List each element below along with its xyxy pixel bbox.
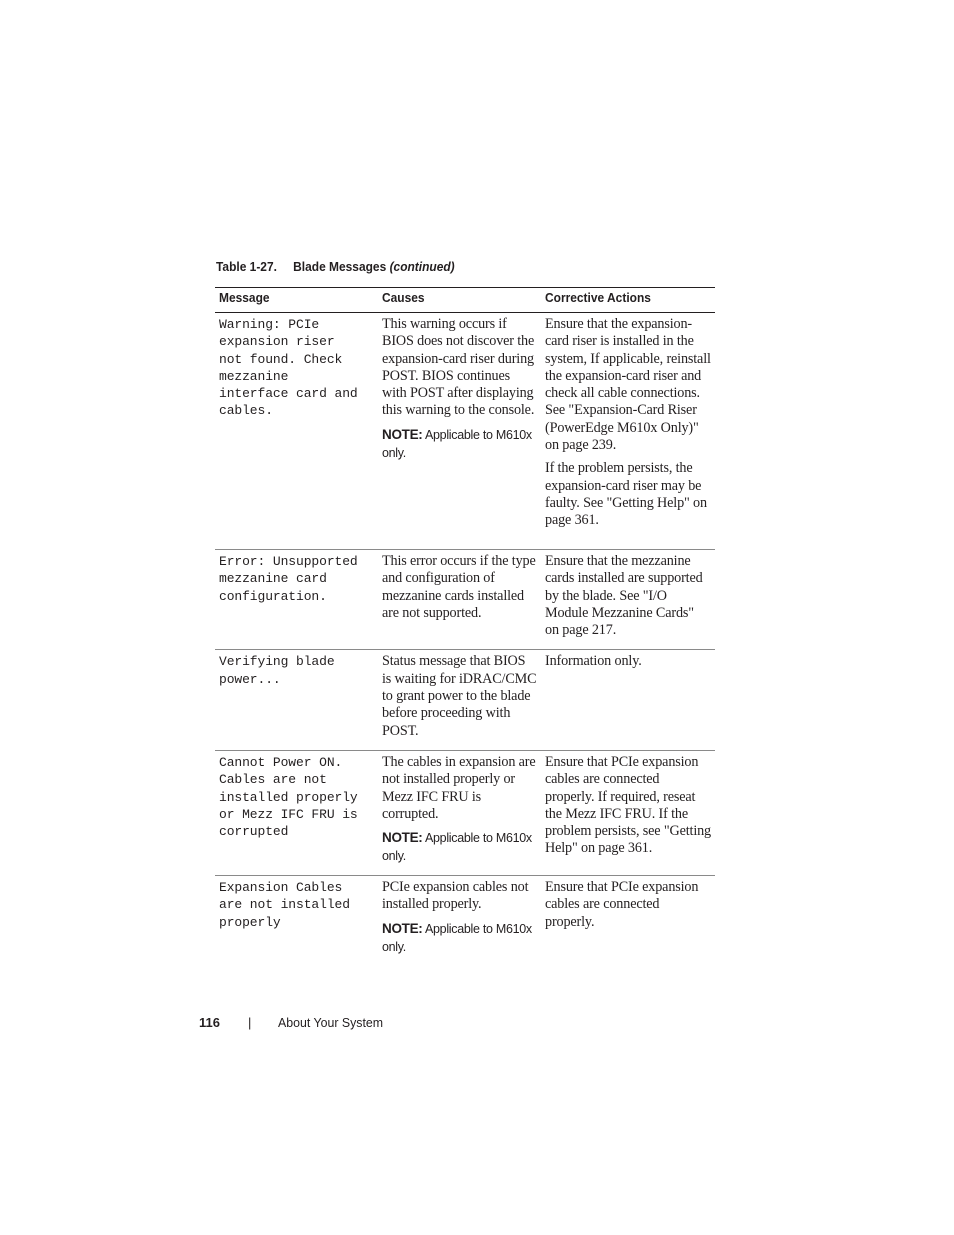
note-label: NOTE:: [382, 426, 423, 442]
message-cell: Verifying blade power...: [215, 650, 378, 750]
header-causes: Causes: [378, 288, 541, 313]
message-cell: Cannot Power ON. Cables are not installed properly or Mezz IFC FRU is corrupted: [215, 750, 378, 875]
table-header-row: [215, 288, 715, 313]
actions-cell: Information only.: [541, 650, 715, 750]
footer-separator: |: [248, 1015, 252, 1030]
header-message: Message: [215, 288, 378, 313]
message-cell: Error: Unsupported mezzanine card configuration.: [215, 550, 378, 650]
causes-cell: The cables in expansion are not installed properly or Mezz IFC FRU is corrupted. NOTE: Applicable to M610x only.: [378, 750, 541, 875]
page-number: 116: [199, 1015, 220, 1030]
table-caption: [216, 259, 455, 274]
note: NOTE: Applicable to M610x only.: [382, 830, 532, 864]
table-row: [215, 876, 715, 966]
table-title: Blade Messages: [293, 259, 387, 274]
actions-cell: Ensure that the mezzanine cards installed are supported by the blade. See "I/O Module Mezzanine Cards" on page 217.: [541, 550, 715, 650]
causes-cell: PCIe expansion cables not installed properly. NOTE: Applicable to M610x only.: [378, 876, 541, 966]
note-label: NOTE:: [382, 920, 423, 936]
note: NOTE: Applicable to M610x only.: [382, 920, 532, 954]
footer-title: About Your System: [278, 1015, 384, 1030]
table-row: [215, 650, 715, 750]
causes-cell: Status message that BIOS is waiting for iDRAC/CMC to grant power to the blade before proceeding with POST.: [378, 650, 541, 750]
page-footer: [199, 1015, 384, 1030]
table-number: Table 1-27.: [216, 259, 277, 274]
note-label: NOTE:: [382, 830, 423, 846]
message-cell: Warning: PCIe expansion riser not found. Check mezzanine interface card and cables.: [215, 313, 378, 550]
message-cell: Expansion Cables are not installed properly: [219, 880, 350, 930]
table-continued: (continued): [389, 259, 455, 274]
table-row: [215, 313, 715, 550]
actions-cell: Ensure that PCIe expansion cables are connected properly.: [545, 879, 699, 930]
note: NOTE: Applicable to M610x only.: [382, 426, 532, 460]
causes-cell: This warning occurs if BIOS does not discover the expansion-card riser during POST. BIOS continues with POST after displaying this warning to the console. NOTE: Applicable to M610x only.: [378, 313, 541, 550]
table-row: [215, 550, 715, 650]
table-row: [215, 750, 715, 875]
actions-cell: Ensure that PCIe expansion cables are connected properly. If required, reseat the Mezz IFC FRU. If the problem persists, see "Getting Help" on page 361.: [541, 750, 715, 875]
header-corrective-actions: Corrective Actions: [541, 288, 715, 313]
blade-messages-table: [215, 287, 715, 966]
actions-cell: Ensure that the expansion-card riser is installed in the system, If applicable, reinstall the expansion-card riser and check all cable connections. See "Expansion-Card Riser (PowerEdge M610x Only)" on page 239. If the problem persists, the expansion-card riser may be faulty. See "Getting Help" on page 361.: [541, 313, 715, 550]
causes-cell: This error occurs if the type and configuration of mezzanine cards installed are not supported.: [378, 550, 541, 650]
